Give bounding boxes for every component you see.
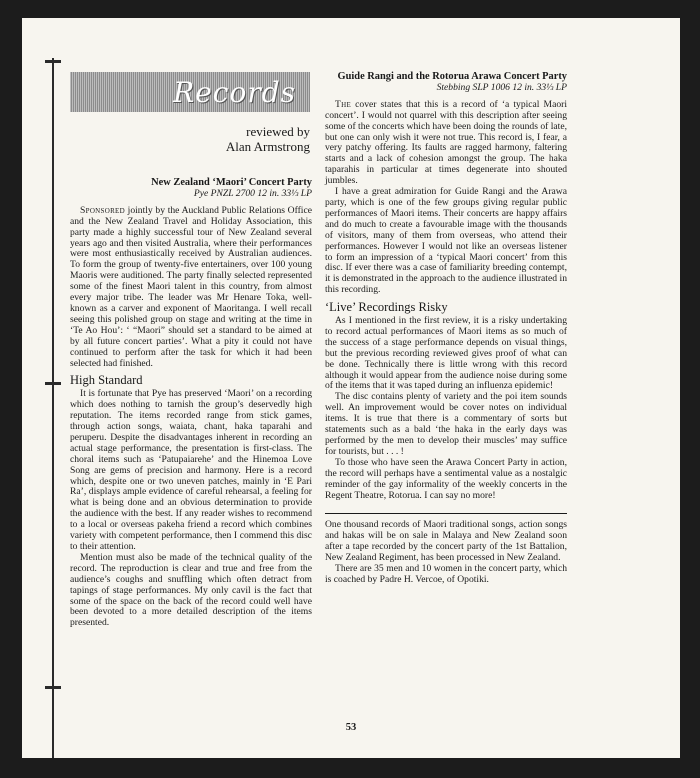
record-1-title: New Zealand ‘Maori’ Concert Party xyxy=(151,177,312,188)
binding-mark xyxy=(45,686,61,689)
paragraph: As I mentioned in the first review, it is a risky undertaking to record actual performances of Maori items as so much of the success of a stage performance depends on visual things, but the previous recording reviewed gives proof of what can be done. Technically there is little wrong with this record although it would appear from the audience noise during some of the items that it was taped during an influenza epidemic! xyxy=(325,315,567,392)
magazine-page xyxy=(22,18,680,758)
left-column xyxy=(70,178,312,629)
binding-mark xyxy=(45,60,61,63)
paragraph: Mention must also be made of the technical quality of the record. The reproduction is clear and true and free from the audience’s coughs and snuffling which often detract from tapings of stage performances. My only cavil is the fact that some of the space on the back of the record could well have been devoted to a more detailed description of the items presented. xyxy=(70,551,312,629)
divider xyxy=(325,513,567,514)
paragraph: To those who have seen the Arawa Concert Party in action, the record will perhaps have a sentimental value as a nostalgic reminder of the gay informality of the weekly concerts in the Regent Theatre, Rotorua. I can say no more! xyxy=(325,456,567,501)
author-name: Alan Armstrong xyxy=(225,139,310,154)
paragraph: The disc contains plenty of variety and the poi item sounds well. An improvement would be cover notes on individual items. It is true that there is a commentary of sorts but statements such as a bald ‘the haka in the early days was performed by the men to develop their muscles’ may suffice for tourists, but . . . ! xyxy=(325,391,567,457)
lead-word: The xyxy=(335,98,352,110)
news-paragraph: There are 35 men and 10 women in the concert party, which is coached by Padre H. Vercoe, of Opotiki. xyxy=(325,563,567,585)
page-number: 53 xyxy=(345,722,357,733)
banner-title: Records xyxy=(173,75,296,109)
record-1-catalog: Pye PNZL 2700 12 in. 33⅓ LP xyxy=(193,187,312,199)
paragraph: It is fortunate that Pye has preserved ‘Maori’ on a recording which does nothing to tarnish the group’s deservedly high reputation. The items recorded range from stick games, through action songs, waiata, chant, haka taparahi and peruperu. Despite the disadvantages inherent in recording an actual stage performance, the presentation is first-class. The choral items such as ‘Patupaiarehe’ and the Hinemoa Love Song are gems of precision and harmony. Here is a record which, despite one or two uneven patches, mainly in ‘E Pari Ra’, displays ample evidence of careful rehearsal, a feeling for what is being done and an obvious determination to provide the audience with the best. If any reader wishes to recommend to a local or overseas pakeha friend a record which combines variety with competent performance, then I commend this disc to their attention. xyxy=(70,388,312,552)
news-paragraph: One thousand records of Maori traditional songs, action songs and hakas will be on sale in Malaya and New Zealand soon after a tape recorded by the concert party of the 1st Battalion, New Zealand Regiment, has been processed in New Zealand. xyxy=(325,519,567,564)
lead-word: Sponsored xyxy=(80,204,125,216)
paragraph: The cover states that this is a record of ‘a typical Maori concert’. I would not quarrel with this description after seeing some of the concerts which have been doing the rounds of late, but one can only wish it were not true. This record is, I fear, a very patchy offering. Its faults are ragged harmony, faltering starts and a lack of cohesion amongst the group. The haka taparahis in particular at times degenerate into shouted jumbles. xyxy=(325,98,567,187)
binding-mark xyxy=(45,382,61,385)
record-2-title: Guide Rangi and the Rotorua Arawa Concert Party xyxy=(337,71,567,82)
section-heading: High Standard xyxy=(70,373,143,388)
right-column xyxy=(325,72,567,586)
section-heading: ‘Live’ Recordings Risky xyxy=(325,300,448,315)
binding-edge xyxy=(52,58,54,758)
record-2-catalog: Stebbing SLP 1006 12 in. 33⅓ LP xyxy=(436,81,567,93)
paragraph: I have a great admiration for Guide Rangi and the Arawa party, which is one of the few groups giving regular public performances of Maori items. Their concerts are happy affairs and do much to create a favourable image with the thousands of visitors, many of them from overseas, who attend their performances. However I would not like an overseas listener to form an impression of a ‘typical Maori concert’ from this disc. If ever there was a case of familiarity breeding contempt, it is demonstrated in the approach to the audience illustrated in this recording. xyxy=(325,186,567,296)
records-banner xyxy=(70,72,310,112)
paragraph: Sponsored jointly by the Auckland Public Relations Office and the New Zealand Travel and Holiday Association, this party made a highly successful tour of New Zealand several years ago and then visited Australia, where their performances were most enthusiastically received by Australian audiences. To form the group of twenty-five entertainers, over 100 young Maoris were auditioned. The party finally selected represented some of the finest Maori talent in this country, from almost every major tribe. The leader was Mr Henare Toka, well-known as a carver and exponent of Maoritanga. I well recall seeing this polished group on stage and writing at the time in ‘Te Ao Hou’: ‘ “Maori” should set a standard to be aimed at by all future concert parties’. What a pity it could not have continued to perform after the task for which it had been selected had finished. xyxy=(70,204,312,369)
byline xyxy=(150,124,310,154)
reviewed-by: reviewed by xyxy=(246,124,310,139)
